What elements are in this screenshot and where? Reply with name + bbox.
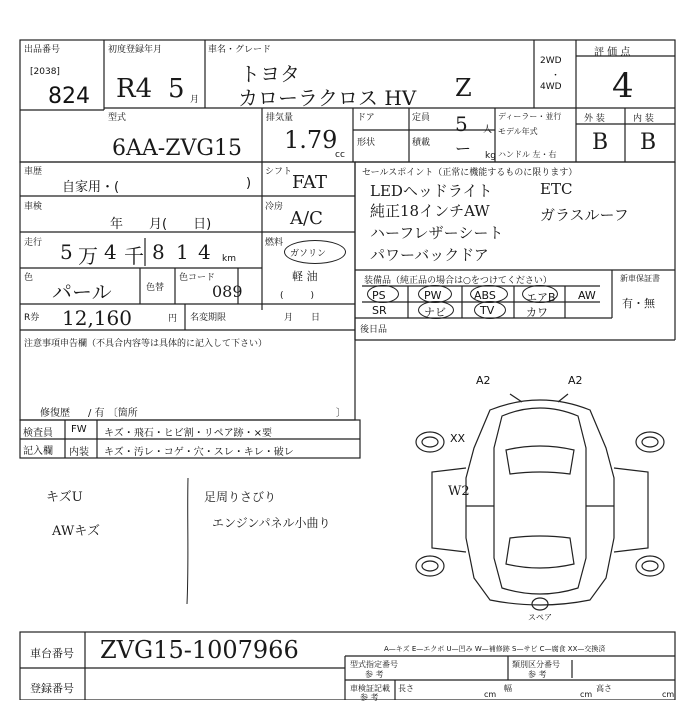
damage-legend: A—キズ E—エクボ U—凹み W—補修跡 S—サビ C—腐食 XX—交換済 — [384, 645, 606, 653]
remark-left-2: AWキズ — [52, 524, 100, 539]
model-name: カローラクロス HV — [238, 86, 417, 110]
width-label: 幅 — [504, 684, 512, 693]
displacement-value: 1.79 — [284, 126, 338, 154]
history-close: ) — [246, 176, 252, 191]
capacity-value: 5 — [455, 112, 468, 136]
load-label: 積載 — [412, 138, 431, 148]
model-year-label: モデル年式 — [498, 127, 538, 136]
displacement-unit: cc — [335, 150, 345, 160]
warranty-value: 有・無 — [622, 297, 655, 310]
car-damage-diagram — [410, 388, 670, 614]
first-reg-month: 5 — [168, 74, 185, 104]
color-change-label: 色替 — [146, 283, 165, 293]
chassis-value: ZVG15-1007966 — [100, 636, 299, 664]
recycle-value: 12,160 — [62, 306, 132, 330]
capacity-unit: 人 — [483, 125, 493, 135]
interior-label: 内 装 — [633, 114, 654, 124]
name-change-value: 月 日 — [284, 313, 321, 323]
maker-name: トヨタ — [240, 62, 300, 86]
class-number-label: 類別区分番号 — [512, 660, 560, 669]
score-label: 評 価 点 — [594, 47, 631, 58]
capacity-label: 定員 — [412, 113, 431, 123]
damage-mark-front-right: A2 — [568, 374, 583, 387]
lot-number: 824 — [48, 84, 90, 109]
mileage-digit-7: 4 — [198, 240, 211, 264]
load-value: ー — [455, 139, 472, 158]
sales-point-3: ハーフレザーシート — [370, 224, 504, 242]
rear-seat-label: 後日品 — [360, 325, 388, 335]
length-label: 長さ — [398, 684, 414, 693]
grade-value: Z — [455, 74, 472, 102]
month-unit: 月 — [190, 95, 200, 105]
repair-close: 〕 — [336, 408, 346, 419]
interior-grade: B — [640, 130, 657, 155]
equip-ps: PS — [372, 289, 386, 302]
sales-point-4: パワーバックドア — [370, 246, 489, 264]
cert-label: 車検証記載 — [350, 684, 390, 693]
recycle-unit: 円 — [168, 314, 178, 324]
spare-label: スペア — [528, 613, 552, 622]
damage-mark-fender: XX — [450, 432, 466, 445]
equip-navi: ナビ — [424, 306, 446, 319]
color-label: 色 — [24, 273, 34, 283]
lot-number-label: 出品番号 — [24, 45, 61, 55]
equip-tv: TV — [480, 304, 495, 317]
equipment-label: 装備品（純正品の場合は○をつけてください） — [364, 276, 552, 286]
load-unit: kg — [485, 151, 496, 161]
type-designation-label: 型式指定番号 — [350, 660, 398, 669]
equip-airbag-circle — [522, 285, 558, 303]
sales-point-6: ガラスルーフ — [540, 206, 629, 224]
drive-dot: ・ — [551, 71, 561, 81]
ac-value: A/C — [290, 208, 323, 229]
shift-value: FAT — [292, 172, 327, 193]
equip-navi-circle — [418, 301, 454, 319]
dealer-label: ディーラー・並行 — [498, 112, 562, 121]
name-grade-label: 車名・グレード — [208, 45, 272, 55]
shift-label: シフト — [265, 167, 293, 177]
color-code-label: 色コード — [179, 273, 216, 283]
mileage-digit-3: 4 — [104, 240, 117, 264]
drive-4wd: 4WD — [540, 82, 562, 92]
chassis-label: 車台番号 — [30, 647, 74, 660]
type-designation-ref: 参 考 — [365, 670, 384, 679]
fuel-label: 燃料 — [265, 238, 284, 248]
fw-label: FW — [71, 424, 87, 435]
exterior-label: 外 装 — [584, 114, 605, 124]
entry-label: 記入欄 — [23, 446, 53, 457]
damage-mark-front-left: A2 — [476, 374, 491, 387]
type-value: 6AA-ZVG15 — [112, 136, 242, 161]
first-reg-label: 初度登録年月 — [108, 45, 163, 55]
displacement-label: 排気量 — [266, 113, 294, 123]
damage-mark-side: W2 — [448, 484, 470, 499]
equip-pw: PW — [424, 289, 442, 302]
registration-label: 登録番号 — [30, 682, 74, 695]
exterior-grade: B — [592, 130, 609, 155]
equip-tv-circle — [474, 301, 506, 319]
mileage-digit-6: 1 — [176, 240, 189, 264]
shape-label: 形状 — [357, 138, 376, 148]
warranty-label: 新車保証書 — [620, 274, 660, 283]
sales-point-5: ETC — [540, 180, 573, 198]
sales-point-1: LEDヘッドライト — [370, 182, 493, 200]
lot-sub-number: [2038] — [30, 67, 60, 77]
history-value: 自家用・( — [62, 180, 120, 195]
inspector-label: 検査員 — [23, 428, 53, 439]
repair-value: / 有 〔箇所 — [88, 408, 138, 419]
cert-ref: 参 考 — [360, 693, 379, 702]
fuel-diesel: 軽 油 — [292, 270, 318, 283]
drive-2wd: 2WD — [540, 56, 562, 66]
mileage-digit-4: 千 — [124, 244, 144, 268]
mileage-digit-1: 5 — [60, 240, 73, 264]
repair-label: 修復歴 — [40, 408, 70, 419]
sales-points-label: セールスポイント（正常に機能するものに限ります） — [362, 168, 578, 178]
equip-airbag: エアB — [526, 291, 556, 304]
interior-inspect-label: 内装 — [69, 447, 89, 458]
height-label: 高さ — [596, 684, 612, 693]
mileage-digit-2: 万 — [78, 244, 98, 268]
notes-label: 注意事項申告欄（不具合内容等は具体的に記入して下さい） — [24, 339, 268, 349]
interior-items: キズ・汚レ・コゲ・穴・スレ・キレ・破レ — [104, 447, 294, 458]
equip-aw: AW — [578, 289, 596, 302]
door-label: ドア — [357, 113, 375, 123]
remark-right-2: エンジンパネル小曲り — [212, 516, 331, 530]
fuel-gasoline: ガソリン — [290, 249, 327, 259]
handle-label: ハンドル 左・右 — [498, 150, 557, 159]
score-value: 4 — [612, 66, 634, 106]
width-unit: cm — [580, 690, 593, 699]
sales-point-2: 純正18インチAW — [370, 202, 490, 220]
remark-right-1: 足周りさびり — [204, 490, 277, 504]
ac-label: 冷房 — [265, 202, 284, 212]
length-unit: cm — [484, 690, 497, 699]
name-change-label: 名変期限 — [190, 313, 227, 323]
height-unit: cm — [662, 690, 675, 699]
color-code-value: 089 — [212, 282, 243, 301]
inspection-label: 車検 — [24, 202, 43, 212]
mileage-digit-5: 8 — [152, 240, 165, 264]
inspection-value: 年 月( 日) — [110, 217, 212, 232]
first-reg-year: R4 — [116, 74, 153, 104]
equip-sr: SR — [372, 304, 387, 317]
color-value: パール — [52, 280, 112, 304]
history-label: 車歴 — [24, 167, 43, 177]
fuel-other: ( ) — [280, 291, 315, 301]
remark-left-1: キズU — [46, 490, 83, 505]
equip-abs: ABS — [474, 289, 496, 302]
class-number-ref: 参 考 — [528, 670, 547, 679]
recycle-label: R券 — [24, 313, 40, 323]
remarks-divider — [185, 478, 191, 604]
mileage-label: 走行 — [24, 238, 43, 248]
equip-ps-circle — [367, 285, 399, 303]
type-label: 型式 — [108, 113, 127, 123]
mileage-unit: km — [222, 254, 236, 264]
equip-leather: カワ — [526, 306, 548, 319]
fw-items: キズ・飛石・ヒビ割・リペア跡・×要 — [104, 428, 272, 439]
